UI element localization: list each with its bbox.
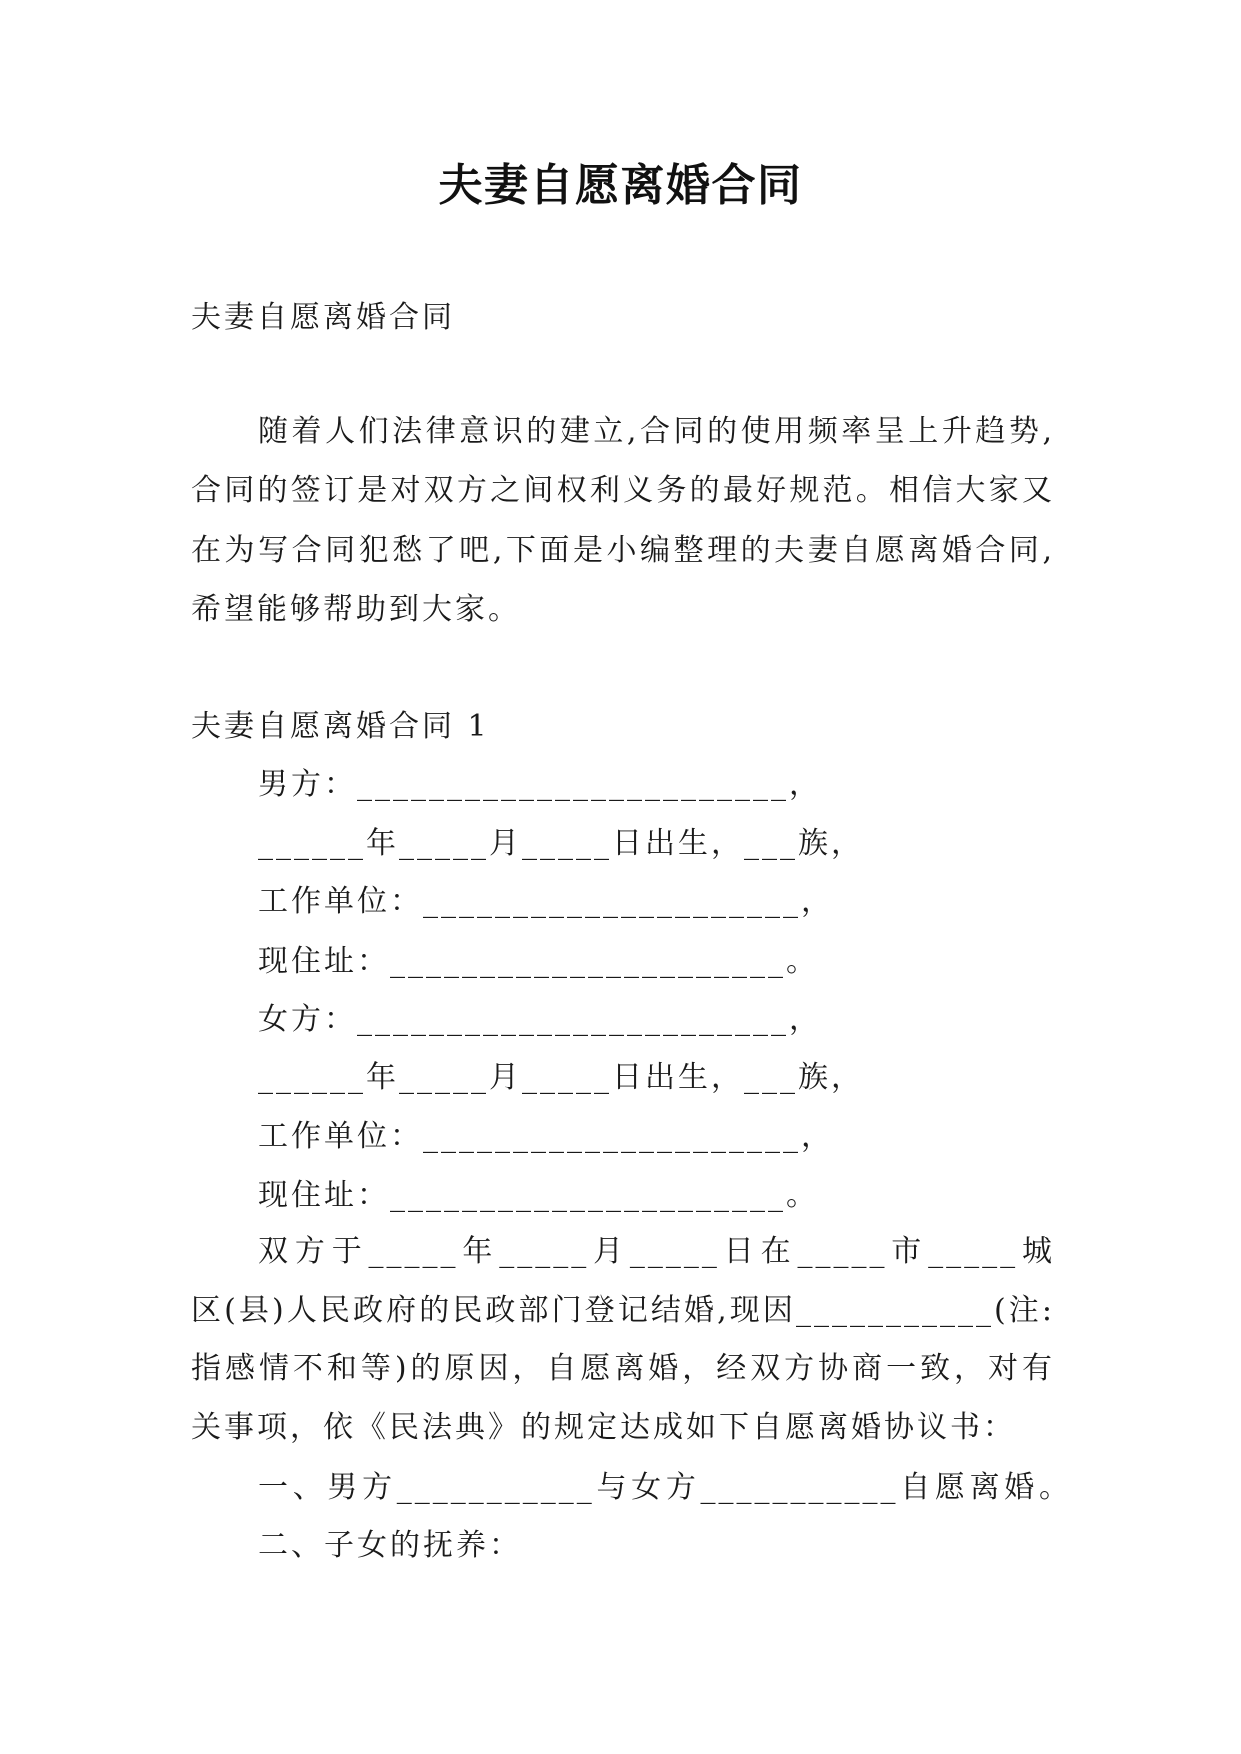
female-address-line: 现住址：______________________。 — [258, 1178, 819, 1213]
intro-line-2: 合同的签订是对双方之间权利义务的最好规范。相信大家又 — [191, 473, 1055, 508]
marriage-registry-line: 区(县)人民政府的民政部门登记结婚,现因___________(注: — [191, 1293, 1055, 1328]
clause-2-line: 二、子女的抚养： — [258, 1528, 522, 1563]
clause-1-line: 一、男方___________与女方___________自愿离婚。 — [258, 1470, 1072, 1505]
male-employer-line: 工作单位：_____________________， — [258, 884, 834, 919]
male-address-line: 现住址：______________________。 — [258, 944, 819, 979]
female-name-line: 女方：________________________， — [258, 1002, 822, 1037]
agreement-basis-line: 关事项，依《民法典》的规定达成如下自愿离婚协议书： — [191, 1410, 1016, 1445]
male-birth-line: ______年_____月_____日出生，___族， — [258, 826, 864, 861]
female-birth-line: ______年_____月_____日出生，___族， — [258, 1060, 864, 1095]
divorce-reason-line: 指感情不和等)的原因，自愿离婚，经双方协商一致，对有 — [191, 1351, 1055, 1386]
intro-line-1: 随着人们法律意识的建立,合同的使用频率呈上升趋势, — [258, 414, 1055, 449]
document-title: 夫妻自愿离婚合同 — [438, 160, 803, 211]
intro-line-4: 希望能够帮助到大家。 — [191, 592, 521, 627]
section-title: 夫妻自愿离婚合同 1 — [191, 709, 490, 744]
female-employer-line: 工作单位：_____________________， — [258, 1119, 834, 1154]
intro-line-3: 在为写合同犯愁了吧,下面是小编整理的夫妻自愿离婚合同, — [191, 533, 1055, 568]
male-name-line: 男方：________________________， — [258, 767, 822, 802]
marriage-date-line: 双方于_____年_____月_____日在_____市_____城 — [258, 1234, 1055, 1269]
document-heading: 夫妻自愿离婚合同 — [191, 300, 455, 335]
